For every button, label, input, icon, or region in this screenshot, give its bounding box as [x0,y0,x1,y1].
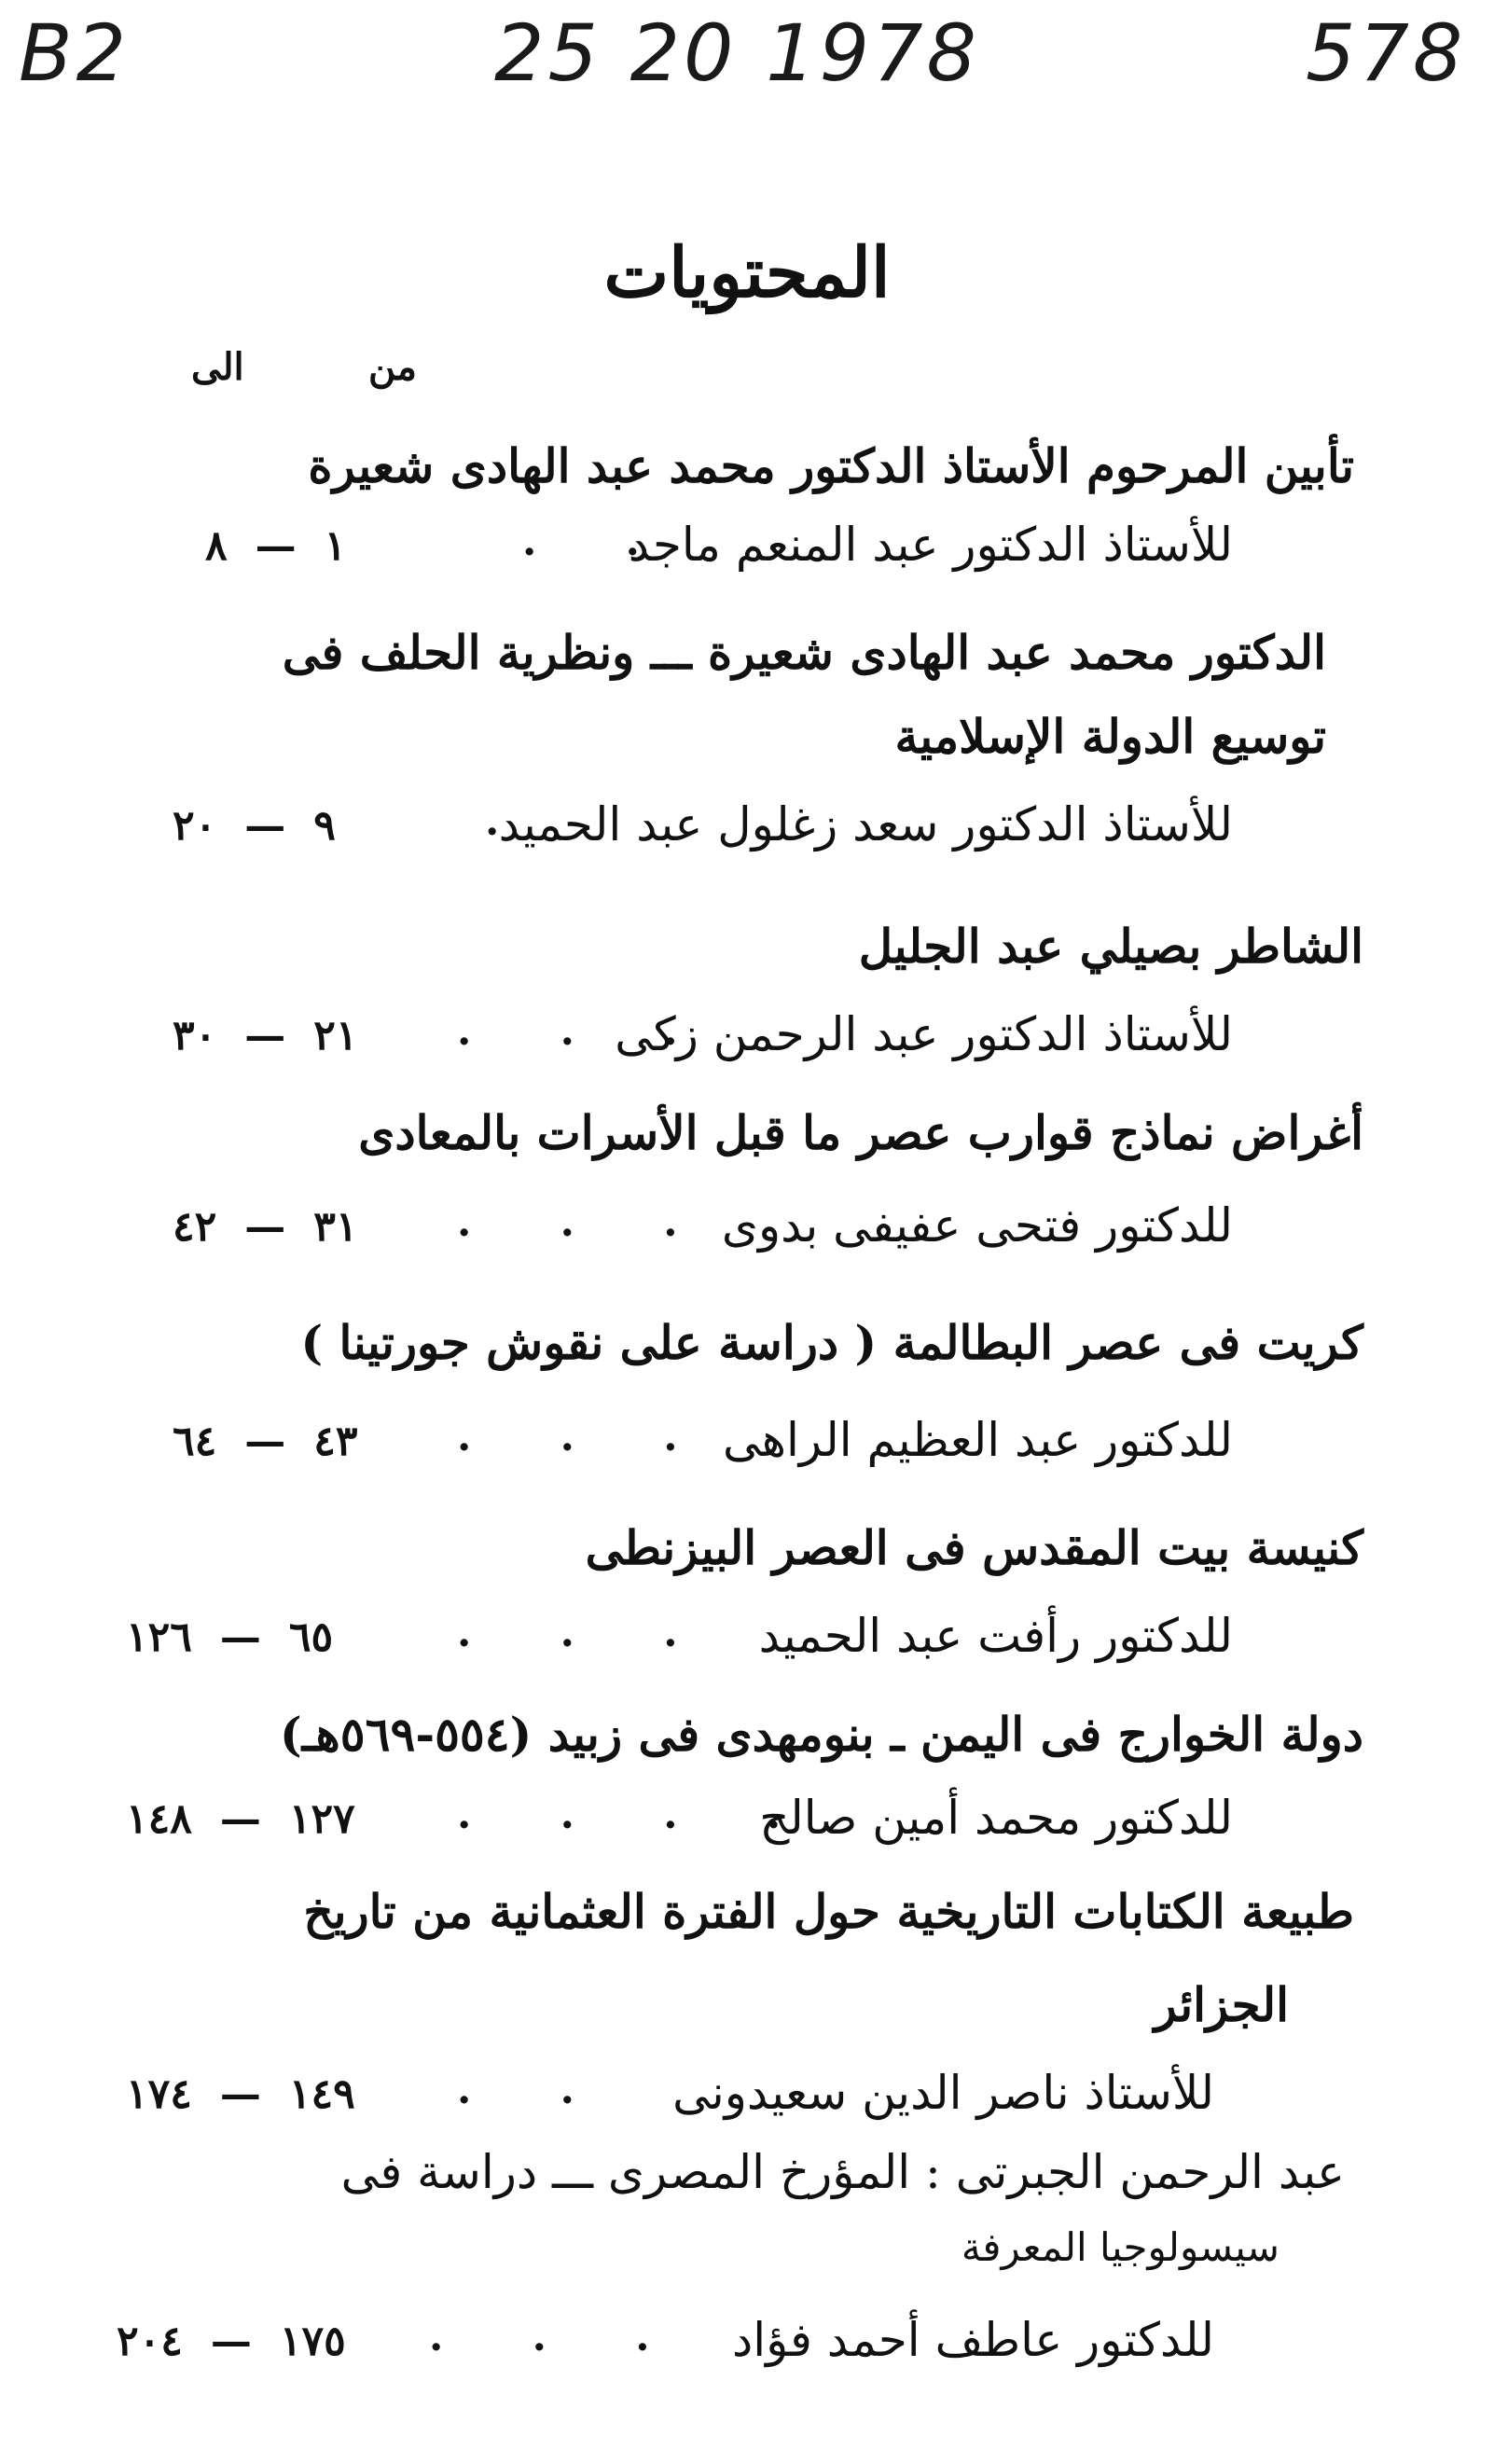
entry-author: للدكتور فتحى عفيفى بدوى [721,1198,1233,1253]
entry-author: للدكتور عبد العظيم الراهى [722,1413,1233,1467]
entry-author: للدكتور محمد أمين صالح [759,1791,1233,1845]
entry-pages: ٢٠ — ٩ [173,802,336,850]
entry-title-continued: توسيع الدولة الإسلامية [894,709,1326,764]
entry-author: للأستاذ الدكتور عبد الرحمن زكى [615,1007,1233,1061]
page-from: ١٤٩ [288,2070,355,2118]
leader-dots: . . . [457,1609,678,1656]
page-from: ١٢٧ [288,1795,355,1843]
page-from: ٦٥ [288,1613,334,1661]
leader-dots: . . . . [457,1791,782,1838]
entry-title: كنيسة بيت المقدس فى العصر البيزنطى [585,1520,1363,1575]
page-from: ٣١ [313,1203,358,1251]
entry-title: دولة الخوارج فى اليمن ـ بنومهدى فى زبيد (٥٥٤-٥٦٩هـ) [280,1707,1363,1762]
column-header-from: من [368,345,417,389]
page-to: ٤٢ [173,1203,217,1251]
page-to: ٢٠ [173,802,217,850]
entry-title: الدكتور محمد عبد الهادى شعيرة ـــ ونظرية الحلف فى [282,625,1326,680]
handwritten-note-left: B2 [19,7,131,99]
page-to: ١٤٨ [126,1795,192,1843]
page-to: ٣٠ [173,1012,217,1059]
leader-dots: . . . [457,1198,678,1246]
leader-dots: . . . [457,1413,678,1460]
entry-pages: ١٧٤ — ١٤٩ [126,2070,355,2118]
entry-author: للأستاذ الدكتور عبد المنعم ماجد [628,518,1233,572]
leader-dots: . . . [429,2313,650,2360]
page-to: ٢٠٤ [117,2318,183,2365]
page-from: ١٧٥ [279,2318,346,2365]
entry-author: للدكتور رأفت عبد الحميد [758,1609,1233,1663]
page-to: ٦٤ [173,1418,217,1465]
entry-pages: ١٤٨ — ١٢٧ [126,1795,355,1843]
column-header-to: الى [191,345,244,389]
entry-title-continued: سيسولوجيا المعرفة [961,2224,1280,2270]
page-to: ١٧٤ [126,2070,192,2118]
page-from: ١ [324,522,347,570]
handwritten-note-number: 578 [1306,7,1467,99]
entry-title: أغراض نماذج قوارب عصر ما قبل الأسرات بالمعادى [358,1105,1363,1160]
entry-pages: ١٢٦ — ٦٥ [126,1613,334,1661]
page-to: ٨ [205,522,228,570]
entry-pages: ٢٠٤ — ١٧٥ [117,2318,346,2365]
leader-dots: . . [522,518,640,565]
entry-author: للدكتور عاطف أحمد فؤاد [731,2313,1214,2367]
entry-title: عبد الرحمن الجبرتى : المؤرخ المصرى ـــ دراسة فى [340,2145,1345,2199]
entry-title: كريت فى عصر البطالمة ( دراسة على نقوش جورتينا ) [300,1315,1363,1370]
entry-author: للأستاذ ناصر الدين سعيدونى [672,2066,1214,2120]
entry-author: للأستاذ الدكتور سعد زغلول عبد الحميد [498,797,1233,851]
leader-dots: . . . [457,1007,678,1055]
page-to: ١٢٦ [126,1613,192,1661]
entry-title: طبيعة الكتابات التاريخية حول الفترة العثمانية من تاريخ [303,1884,1354,1939]
handwritten-note-date: 25 20 1978 [494,7,980,99]
leader-dots: . [485,797,500,845]
entry-title: الشاطر بصيلي عبد الجليل [858,919,1363,974]
leader-dots: . . [457,2066,574,2113]
page-from: ٢١ [313,1012,358,1059]
entry-title: تأبين المرحوم الأستاذ الدكتور محمد عبد الهادى شعيرة [308,438,1354,493]
entry-pages: ٣٠ — ٢١ [173,1012,358,1059]
entry-pages: ٨ — ١ [205,522,347,570]
page-from: ٩ [313,802,336,850]
entry-pages: ٤٢ — ٣١ [173,1203,358,1251]
entry-title-continued: الجزائر [1154,1977,1289,2032]
page-from: ٤٣ [313,1418,358,1465]
entry-pages: ٦٤ — ٤٣ [173,1418,358,1465]
page-title: المحتويات [603,233,891,313]
